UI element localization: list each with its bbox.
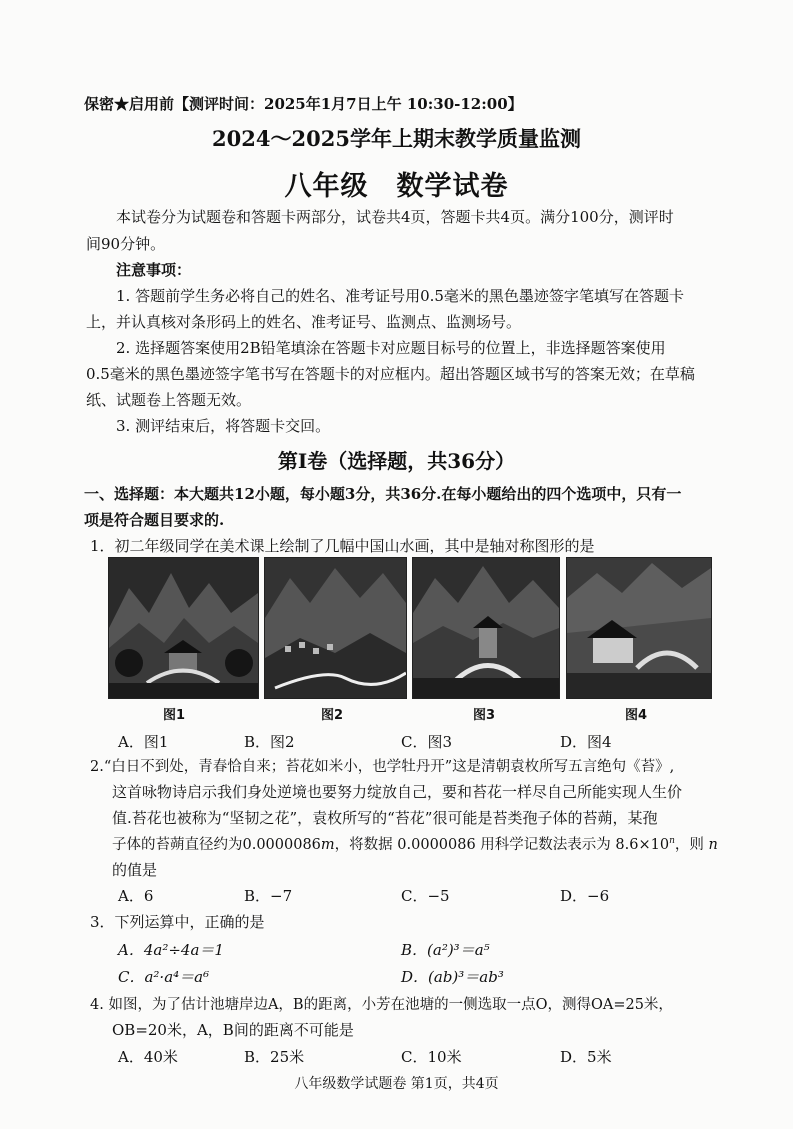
q3-option-a: A．4a²÷4a＝1 bbox=[118, 941, 224, 959]
q1-option-a: A．图1 bbox=[118, 733, 169, 751]
painting-2 bbox=[264, 557, 407, 699]
q4-option-c: C．10米 bbox=[401, 1048, 462, 1066]
q1-option-b: B．图2 bbox=[244, 733, 295, 751]
section-title: 第Ⅰ卷（选择题，共36分） bbox=[277, 449, 516, 473]
exam-subtitle: 八年级 数学试卷 bbox=[284, 171, 509, 202]
intro-line-1: 本试卷分为试题卷和答题卡两部分，试卷共4页，答题卡共4页。满分100分，测评时 bbox=[116, 208, 674, 226]
painting-3 bbox=[412, 557, 560, 699]
q4-option-a: A．40米 bbox=[118, 1048, 178, 1066]
q2-line-4b: ，将数据 0.0000086 用科学记数法表示为 8.6×10 bbox=[334, 837, 670, 853]
q2-option-c: C．−5 bbox=[401, 887, 450, 905]
q3-stem: 3．下列运算中，正确的是 bbox=[90, 913, 265, 931]
q3-option-c: C．a²·a⁴＝a⁶ bbox=[118, 968, 210, 986]
note-2-line-1: 2. 选择题答案使用2B铅笔填涂在答题卡对应题目标号的位置上，非选择题答案使用 bbox=[116, 339, 666, 357]
q2-option-b: B．−7 bbox=[244, 887, 293, 905]
intro-line-2: 间90分钟。 bbox=[86, 235, 166, 253]
confidential-line: 保密★启用前【测评时间：2025年1月7日上午 10:30-12:00】 bbox=[84, 95, 523, 113]
q2-line-3: 值.苔花也被称为“坚韧之花”，袁枚所写的“苔花”很可能是苔类孢子体的苔蒴，某孢 bbox=[112, 809, 658, 827]
part-instructions-line-1: 一、选择题：本大题共12小题，每小题3分，共36分.在每小题给出的四个选项中，只有一 bbox=[84, 485, 682, 503]
q2-line-5: 的值是 bbox=[112, 861, 158, 879]
caption-fig-3: 图3 bbox=[473, 708, 496, 723]
page-footer: 八年级数学试题卷 第1页，共4页 bbox=[294, 1076, 499, 1092]
note-1-line-2: 上，并认真核对条形码上的姓名、准考证号、监测点、监测场号。 bbox=[86, 313, 522, 331]
painting-1 bbox=[108, 557, 259, 699]
q1-option-d: D．图4 bbox=[560, 733, 612, 751]
caption-fig-4: 图4 bbox=[625, 708, 648, 723]
q2-line-1: 2.“白日不到处，青春恰自来；苔花如米小，也学牡丹开”这是清朝袁枚所写五言绝句《苔》, bbox=[90, 759, 675, 775]
q2-var-n: n bbox=[708, 837, 718, 853]
note-3: 3. 测评结束后，将答题卡交回。 bbox=[116, 417, 331, 435]
q2-option-d: D．−6 bbox=[560, 887, 610, 905]
q2-line-4a: 子体的苔蒴直径约为0.0000086 bbox=[112, 837, 321, 853]
q4-line-2: OB=20米，A，B间的距离不可能是 bbox=[112, 1021, 354, 1039]
q2-line-2: 这首咏物诗启示我们身处逆境也要努力绽放自己，要和苔花一样尽自己所能实现人生价 bbox=[112, 783, 683, 801]
part-instructions-line-2: 项是符合题目要求的. bbox=[84, 511, 225, 529]
exam-title: 2024～2025学年上期末教学质量监测 bbox=[212, 126, 581, 151]
q3-option-b: B．(a²)³＝a⁵ bbox=[401, 941, 490, 959]
q2-exponent-n: n bbox=[669, 836, 675, 847]
note-1-line-1: 1. 答题前学生务必将自己的姓名、准考证号用0.5毫米的黑色墨迹签字笔填写在答题卡 bbox=[116, 287, 684, 305]
caption-fig-1: 图1 bbox=[163, 708, 186, 723]
caption-fig-2: 图2 bbox=[321, 708, 344, 723]
painting-4 bbox=[566, 557, 712, 699]
q2-line-4 bbox=[112, 833, 718, 854]
q1-option-c: C．图3 bbox=[401, 733, 453, 751]
q2-unit-m: m bbox=[320, 837, 335, 853]
q2-line-4c: ，则 bbox=[674, 837, 709, 853]
q4-option-b: B．25米 bbox=[244, 1048, 305, 1066]
notes-heading: 注意事项： bbox=[116, 261, 192, 279]
note-2-line-2: 0.5毫米的黑色墨迹签字笔书写在答题卡的对应框内。超出答题区域书写的答案无效；在草稿 bbox=[86, 365, 695, 383]
q3-option-d: D．(ab)³＝ab³ bbox=[401, 968, 504, 986]
note-2-line-3: 纸、试题卷上答题无效。 bbox=[86, 391, 252, 409]
q1-stem: 1．初二年级同学在美术课上绘制了几幅中国山水画，其中是轴对称图形的是 bbox=[90, 537, 595, 555]
q4-option-d: D．5米 bbox=[560, 1048, 612, 1066]
q4-line-1: 4. 如图，为了估计池塘岸边A，B的距离，小芳在池塘的一侧选取一点O，测得OA=25米， bbox=[90, 997, 673, 1013]
q2-option-a: A．6 bbox=[118, 887, 154, 905]
